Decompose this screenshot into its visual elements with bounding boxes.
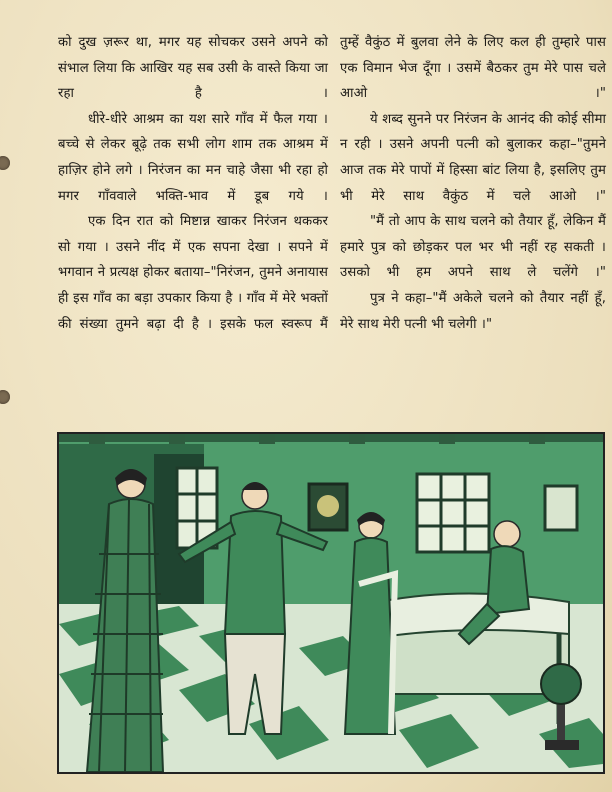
paragraph: धीरे-धीरे आश्रम का यश सारे गाँव में फैल गया । बच्चे से लेकर बूढ़े तक सभी लोग शाम तक आश्रम में हाज़िर होने लगे । निरंजन का मन चाहे जैसा भी रहा हो मगर गाँववाले भक्ति-भाव में डूब गये । bbox=[58, 111, 328, 204]
right-window bbox=[417, 474, 489, 552]
story-illustration bbox=[57, 432, 605, 774]
illustration-scene bbox=[59, 434, 603, 772]
binding-hole-bottom bbox=[0, 390, 10, 404]
paragraph: पुत्र ने कहा–"मैं अकेले चलने को तैयार नहीं हूँ, मेरे साथ मेरी पत्नी भी चलेगी ।" bbox=[340, 290, 606, 332]
wall-picture bbox=[309, 484, 347, 530]
paragraph: तुम्हें वैकुंठ में बुलवा लेने के लिए कल ही तुम्हारे पास एक विमान भेज दूँगा । उसमें बैठकर तुम मेरे पास चले आओ ।" bbox=[340, 35, 606, 102]
paragraph: "मैं तो आप के साथ चलने को तैयार हूँ, लेकिन मैं हमारे पुत्र को छोड़कर पल भर भी नहीं रह सकती । उसको भी हम अपने साथ ले चलेंगे ।" bbox=[340, 214, 606, 281]
paragraph: एक दिन रात को मिष्टान्न खाकर निरंजन थककर सो गया । उसने नींद में एक सपना देखा । सपने में भगवान ने प्रत्यक्ष होकर बताया–"निरंजन, तुमने अनायास ही इस गाँव का बड़ा उपकार किया है । गाँव में मेरे भक्तों की संख्या तुमने बढ़ा दी है । इसके फल स्वरूप मैं bbox=[58, 214, 328, 332]
paragraph: ये शब्द सुनने पर निरंजन के आनंद की कोई सीमा न रही । उसने अपनी पत्नी को बुलाकर कहा–"तुमने आज तक मेरे पापों में हिस्सा बांट लिया है, इसलिए तुम भी मेरे साथ वैकुंठ में चले आओ ।" bbox=[340, 111, 606, 204]
left-text-column bbox=[58, 30, 328, 337]
paragraph: को दुख ज़रूर था, मगर यह सोचकर उसने अपने को संभाल लिया कि आखिर यह सब उसी के वास्ते किया जा रहा है । bbox=[58, 35, 328, 102]
binding-hole-top bbox=[0, 156, 10, 170]
right-text-column bbox=[340, 30, 606, 337]
mirror bbox=[545, 486, 577, 530]
